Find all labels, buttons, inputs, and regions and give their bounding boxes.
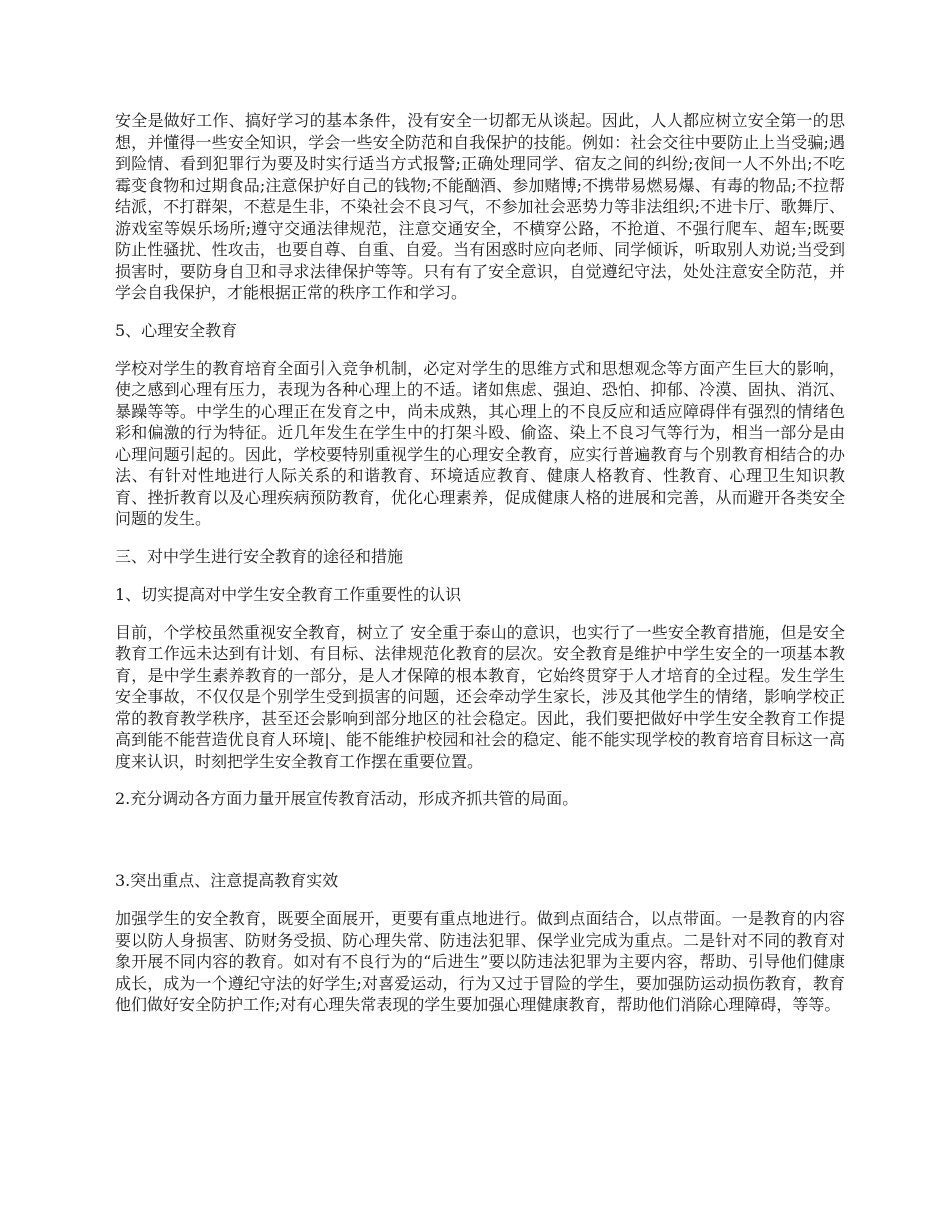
- heading-psychological-safety: 5、心理安全教育: [115, 320, 238, 340]
- document-body: [115, 110, 845, 1032]
- heading-publicity-education: 2.充分调动各方面力量开展宣传教育活动，形成齐抓共管的局面。: [115, 789, 579, 808]
- heading-approaches-measures: 三、对中学生进行安全教育的途径和措施: [115, 546, 404, 566]
- paragraph-psychological-safety: 学校对学生的教育培育全面引入竞争机制，必定对学生的思维方式和思想观念等方面产生巨大的影响，使之感到心理有压力，表现为各种心理上的不适。诸如焦虑、强迫、恐怕、抑郁、冷漠、固执、消沉、暴躁等等。中学生的心理正在发育之中，尚未成熟，其心理上的不良反应和适应障碍伴有强烈的情绪色彩和偏激的行为特征。近几年发生在学生中的打架斗殴、偷盗、染上不良习气等行为，相当一部分是由心理问题引起的。因此，学校要特别重视学生的心理安全教育，应实行普遍教育与个别教育相结合的办法、有针对性地进行人际关系的和谐教育、环境适应教育、健康人格教育、性教育、心理卫生知识教育、挫折教育以及心理疾病预防教育，优化心理素养，促成健康人格的进展和完善，从而避开各类安全问题的发生。: [115, 358, 845, 528]
- paragraph-importance-awareness: 目前，个学校虽然重视安全教育，树立了 安全重于泰山的意识，也实行了一些安全教育措施，但是安全教育工作远未达到有计划、有目标、法律规范化教育的层次。安全教育是维护中学生安全的一项基本教育，是中学生素养教育的一部分，是人才保障的根本教育，它始终贯穿于人才培育的全过程。发生学生安全事故，不仅仅是个别学生受到损害的问题，还会牵动学生家长，涉及其他学生的情绪，影响学校正常的教育教学秩序，甚至还会影响到部分地区的社会稳定。因此，我们要把做好中学生安全教育工作提高到能不能营造优良育人环境|、能不能维护校园和社会的稳定、能不能实现学校的教育培育目标这一高度来认识，时刻把学生安全教育工作摆在重要位置。: [115, 622, 845, 771]
- blank-spacer: [115, 826, 845, 870]
- paragraph-key-points: 加强学生的安全教育，既要全面展开，更要有重点地进行。做到点面结合，以点带面。一是教育的内容要以防人身损害、防财务受损、防心理失常、防违法犯罪、保学业完成为重点。二是针对不同的教育对象开展不同内容的教育。如对有不良行为的“后进生”要以防违法犯罪为主要内容，帮助、引导他们健康成长，成为一个遵纪守法的好学生;对喜爱运动，行为又过于冒险的学生，要加强防运动损伤教育，教育他们做好安全防护工作;对有心理失常表现的学生要加强心理健康教育，帮助他们消除心理障碍，等等。: [115, 909, 845, 1014]
- heading-key-points: 3.突出重点、注意提高教育实效: [115, 871, 339, 890]
- paragraph-safety-awareness: 安全是做好工作、搞好学习的基本条件，没有安全一切都无从谈起。因此，人人都应树立安全第一的思想，并懂得一些安全知识，学会一些安全防范和自我保护的技能。例如：社会交往中要防止上当受骗;遇到险情、看到犯罪行为要及时实行适当方式报警;正确处理同学、宿友之间的纠纷;夜间一人不外出;不吃霉变食物和过期食品;注意保护好自己的钱物;不能酗酒、参加赌博;不携带易燃易爆、有毒的物品;不拉帮结派，不打群架，不惹是生非，不染社会不良习气，不参加社会恶势力等非法组织;不进卡厅、歌舞厅、游戏室等娱乐场所;遵守交通法律规范，注意交通安全，不横穿公路，不抢道、不强行爬车、超车;既要防止性骚扰、性攻击，也要自尊、自重、自爱。当有困惑时应向老师、同学倾诉，听取别人劝说;当受到损害时，要防身自卫和寻求法律保护等等。只有有了安全意识，自觉遵纪守法，处处注意安全防范，并学会自我保护，才能根据正常的秩序工作和学习。: [115, 111, 845, 302]
- heading-importance-awareness: 1、切实提高对中学生安全教育工作重要性的认识: [115, 584, 462, 604]
